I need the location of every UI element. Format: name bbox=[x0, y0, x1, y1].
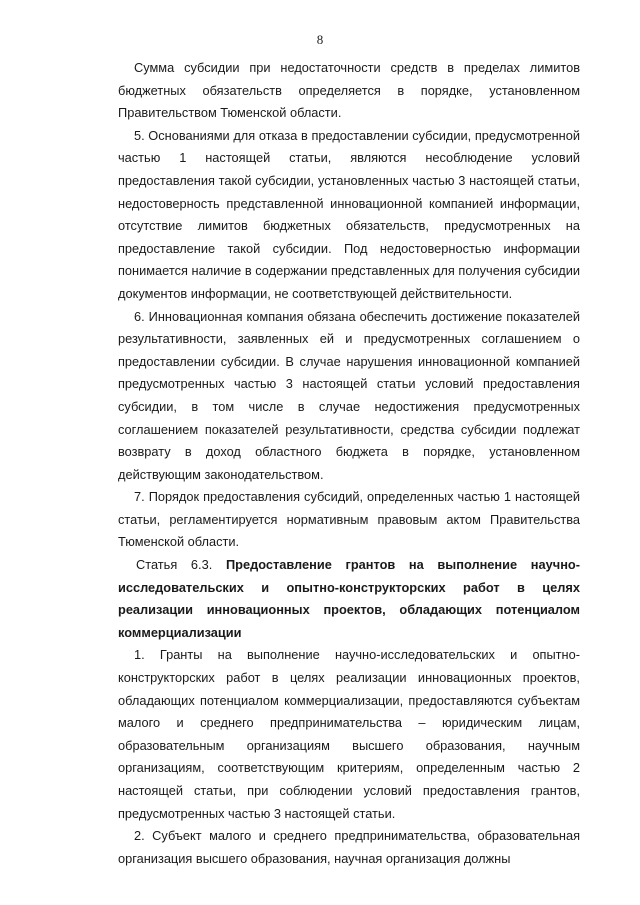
paragraph-subsidy-amount: Сумма субсидии при недостаточности средств в пределах лимитов бюджетных обязательств определяется в порядке, установленном Правительством Тюменской области. bbox=[118, 60, 580, 121]
document-body bbox=[118, 57, 580, 870]
paragraph-company-obligations: 6. Инновационная компания обязана обеспечить достижение показателей результативности, заявленных ей и предусмотренных соглашением о предоставлении субсидии. В случае нарушения инновационной компанией предусмотренных частью 3 настоящей статьи условий предоставления субсидии, в том числе в случае недостижения предусмотренных соглашением показателей результативности, средства субсидии подлежат возврату в доход областного бюджета в порядке, установленном действующим законодательством. bbox=[118, 308, 580, 482]
paragraph-subsidy-procedure: 7. Порядок предоставления субсидий, определенных частью 1 настоящей статьи, регламентируется нормативным правовым актом Правительства Тюменской области. bbox=[118, 489, 580, 550]
paragraph-refusal-grounds: 5. Основаниями для отказа в предоставлении субсидии, предусмотренной частью 1 настоящей статьи, являются несоблюдение условий предоставления такой субсидии, установленных частью 3 настоящей статьи, недостоверность представленной инновационной компанией информации, отсутствие лимитов бюджетных обязательств, предусмотренных на предоставление такой субсидии. Под недостоверностью информации понимается наличие в содержании представленных для получения субсидии документов информации, не соответствующей действительности. bbox=[118, 127, 580, 301]
paragraph-grant-requirements: 2. Субъект малого и среднего предпринимательства, образовательная организация высшего образования, научная организация должны bbox=[118, 828, 580, 866]
page-number: 8 bbox=[316, 32, 324, 47]
article-heading bbox=[118, 554, 580, 644]
article-title: Предоставление грантов на выполнение научно-исследовательских и опытно-конструкторских работ в целях реализации инновационных проектов, обладающих потенциалом коммерциализации bbox=[118, 557, 581, 640]
paragraph-grants-recipients: 1. Гранты на выполнение научно-исследовательских и опытно-конструкторских работ в целях реализации инновационных проектов, обладающих потенциалом коммерциализации, предоставляются субъектам малого и среднего предпринимательства – юридическим лицам, образовательным организациям высшего образования, научным организациям, соответствующим критериям, определенным частью 2 настоящей статьи, при соблюдении условий предоставления грантов, предусмотренных частью 3 настоящей статьи. bbox=[118, 647, 580, 821]
article-label: Статья 6.3. bbox=[136, 557, 213, 573]
